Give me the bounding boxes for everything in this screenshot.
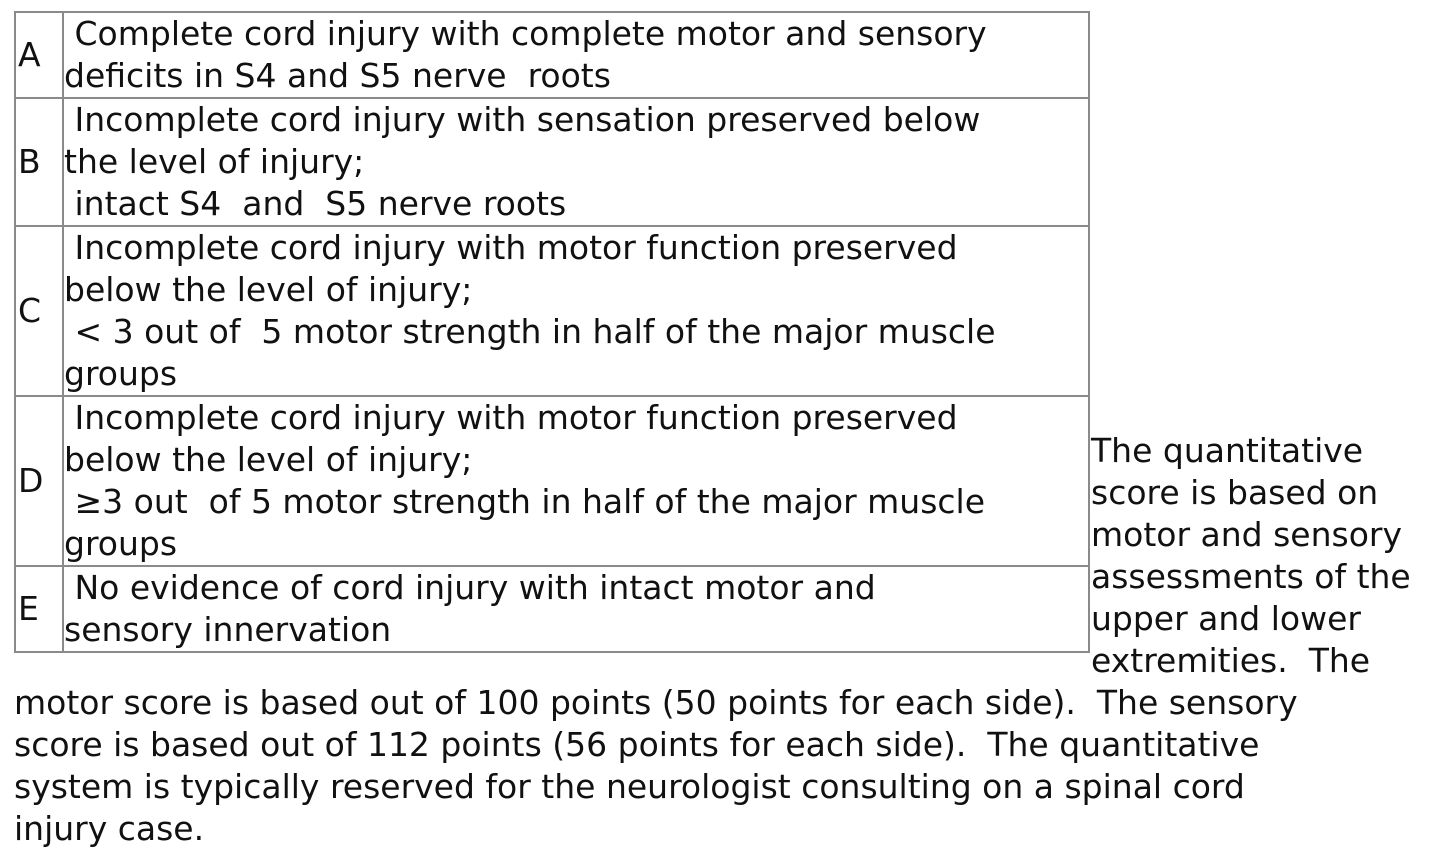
table-row-b xyxy=(15,98,1089,226)
description-line: ≥3 out of 5 motor strength in half of the major muscle xyxy=(64,482,986,521)
table-row-d xyxy=(15,396,1089,566)
grade-description xyxy=(63,226,1089,396)
description-line: < 3 out of 5 motor strength in half of the major muscle xyxy=(64,312,996,351)
grade-description xyxy=(63,98,1089,226)
grade-letter: C xyxy=(15,226,63,396)
paragraph-line: score is based out of 112 points (56 points for each side). The quantitative xyxy=(14,725,1260,764)
description-line: Incomplete cord injury with motor function preserved xyxy=(64,228,958,267)
side-note-line: extremities. The xyxy=(1091,641,1371,680)
grade-letter: B xyxy=(15,98,63,226)
grade-description xyxy=(63,12,1089,98)
paragraph-line: motor score is based out of 100 points (50 points for each side). The sensory xyxy=(14,683,1298,722)
description-line: the level of injury; xyxy=(64,142,365,181)
grade-letter: E xyxy=(15,566,63,652)
description-line: Complete cord injury with complete motor and sensory xyxy=(64,14,987,53)
grade-letter: D xyxy=(15,396,63,566)
body-paragraph xyxy=(14,682,1434,850)
asia-grade-table xyxy=(14,11,1090,653)
grade-description xyxy=(63,396,1089,566)
table-row-a xyxy=(15,12,1089,98)
paragraph-line: system is typically reserved for the neurologist consulting on a spinal cord xyxy=(14,767,1245,806)
description-line: sensory innervation xyxy=(64,610,392,649)
description-line: Incomplete cord injury with sensation preserved below xyxy=(64,100,981,139)
description-line: intact S4 and S5 nerve roots xyxy=(64,184,567,223)
side-note-line: score is based on xyxy=(1091,473,1379,512)
description-line: Incomplete cord injury with motor function preserved xyxy=(64,398,958,437)
table-row-e xyxy=(15,566,1089,652)
grade-description xyxy=(63,566,1089,652)
side-note-line: motor and sensory xyxy=(1091,515,1402,554)
table-row-c xyxy=(15,226,1089,396)
description-line: groups xyxy=(64,524,178,563)
description-line: below the level of injury; xyxy=(64,270,473,309)
grade-letter: A xyxy=(15,12,63,98)
side-note-line: The quantitative xyxy=(1091,431,1364,470)
paragraph-line: injury case. xyxy=(14,809,205,848)
description-line: No evidence of cord injury with intact motor and xyxy=(64,568,876,607)
description-line: below the level of injury; xyxy=(64,440,473,479)
description-line: deficits in S4 and S5 nerve roots xyxy=(64,56,611,95)
side-note-line: assessments of the xyxy=(1091,557,1411,596)
side-note-line: upper and lower xyxy=(1091,599,1361,638)
side-note-paragraph xyxy=(1091,430,1439,682)
description-line: groups xyxy=(64,354,178,393)
